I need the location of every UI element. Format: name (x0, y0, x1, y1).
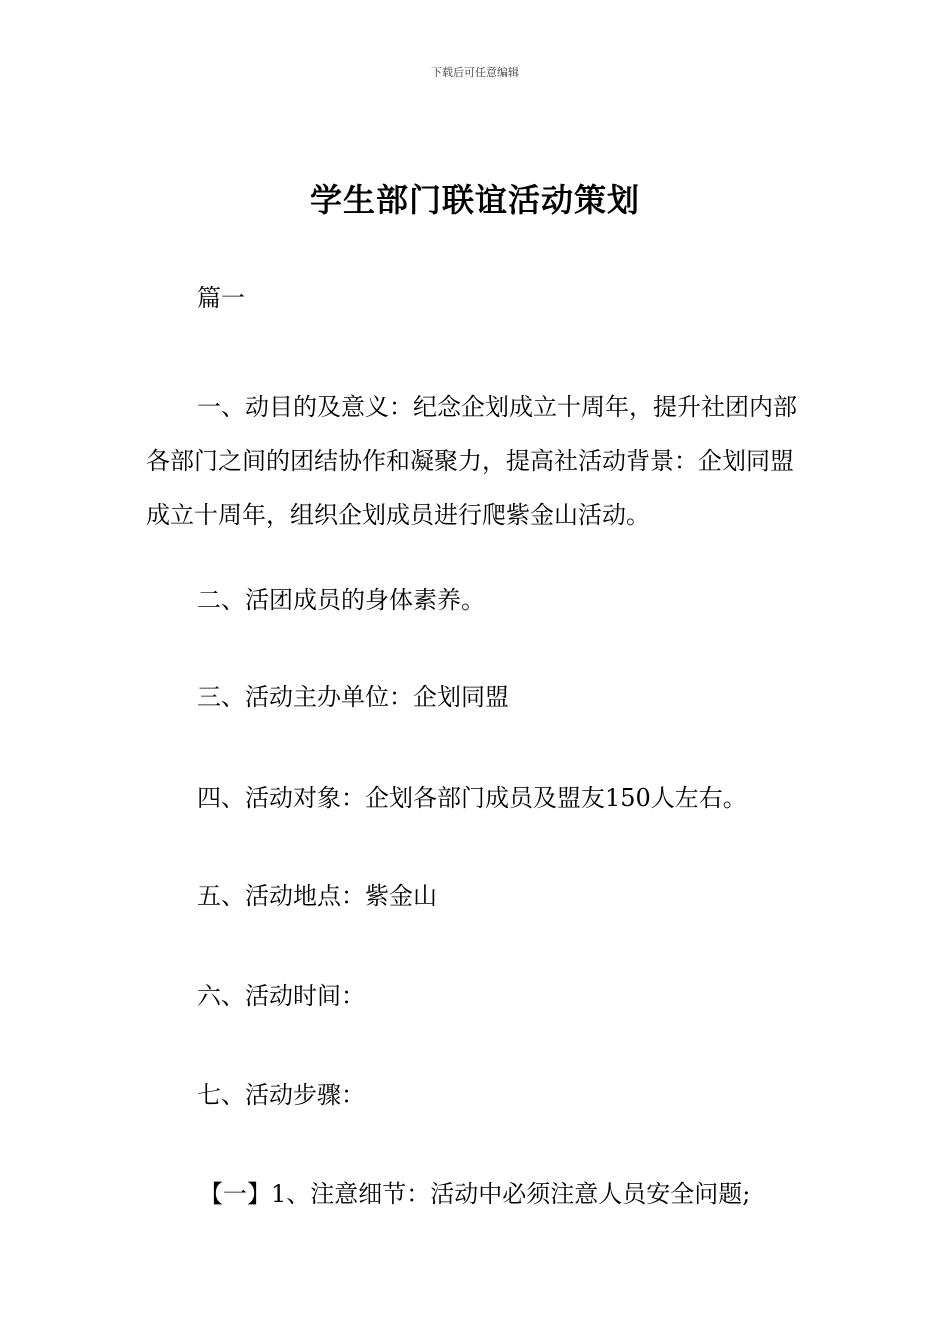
paragraph-steps: 七、活动步骤： (197, 1081, 365, 1109)
paragraph-location: 五、活动地点：紫金山 (197, 882, 437, 910)
page-header-note: 下载后可任意编辑 (431, 66, 519, 79)
paragraph-audience: 四、活动对象：企划各部门成员及盟友150人左右。 (197, 784, 747, 812)
section-label: 篇一 (197, 284, 245, 312)
paragraph-purpose: 一、动目的及意义：纪念企划成立十周年，提升社团内部各部门之间的团结协作和凝聚力，提高社活动背景：企划同盟成立十周年，组织企划成员进行爬紫金山活动。 (146, 393, 797, 529)
paragraph-time: 六、活动时间： (197, 982, 365, 1010)
paragraph-organizer: 三、活动主办单位：企划同盟 (197, 683, 509, 711)
paragraph-step-one: 【一】1、注意细节：活动中必须注意人员安全问题; (199, 1180, 751, 1208)
paragraph-members: 二、活团成员的身体素养。 (197, 586, 485, 614)
document-title: 学生部门联谊活动策划 (309, 181, 640, 219)
